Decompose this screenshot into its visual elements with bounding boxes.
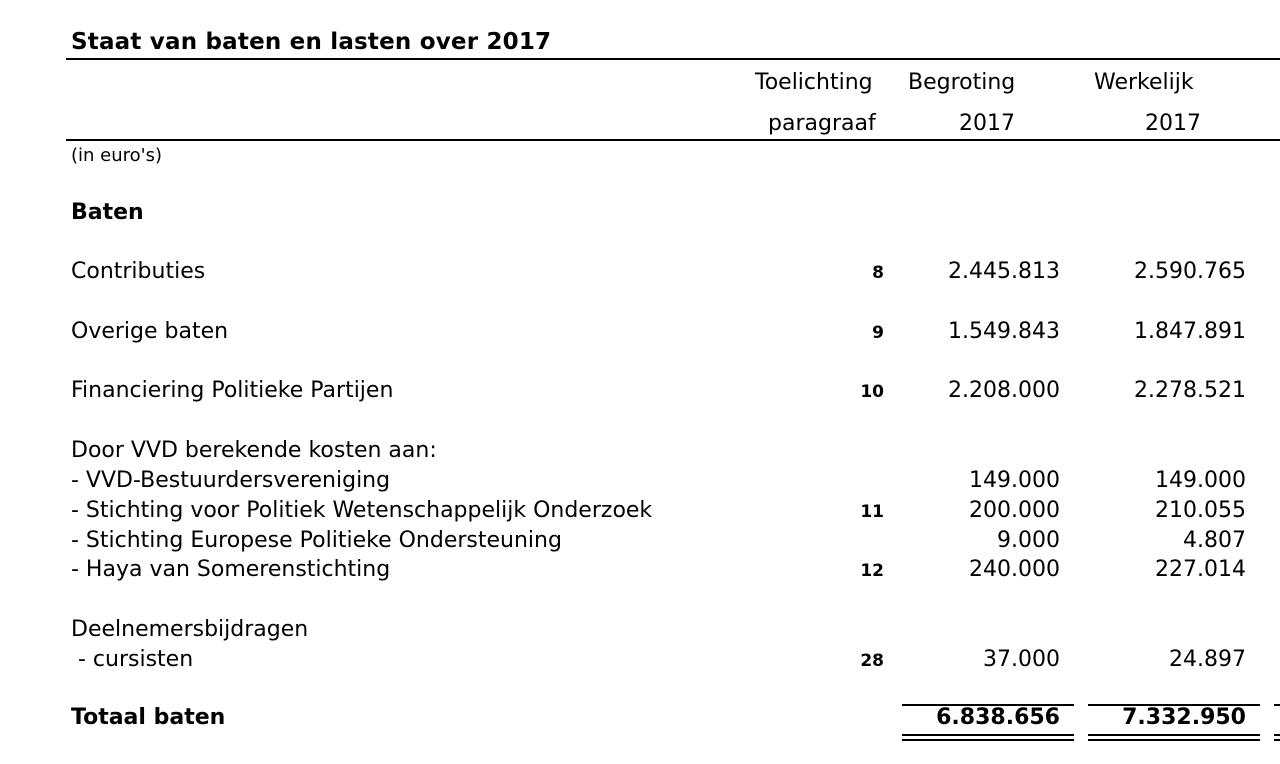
row-actual: 24.897 bbox=[1169, 647, 1246, 672]
row-budget: 9.000 bbox=[997, 528, 1060, 553]
row-note: 11 bbox=[860, 502, 884, 522]
row-label: Overige baten bbox=[71, 319, 229, 344]
row-note: 28 bbox=[860, 651, 884, 671]
row-note: 9 bbox=[872, 323, 884, 343]
row-budget: 240.000 bbox=[969, 557, 1060, 582]
total-double-rule-extra-2 bbox=[1274, 739, 1280, 741]
row-budget: 2.445.813 bbox=[948, 259, 1060, 284]
total-double-rule-extra-1 bbox=[1274, 734, 1280, 736]
row-budget: 2.208.000 bbox=[948, 378, 1060, 403]
header-actual-line1: Werkelijk bbox=[1094, 70, 1194, 95]
row-label: Door VVD berekende kosten aan: bbox=[71, 438, 437, 463]
header-budget-line2: 2017 bbox=[959, 111, 1015, 136]
row-actual: 2.590.765 bbox=[1134, 259, 1246, 284]
section-title: Baten bbox=[71, 200, 144, 225]
total-budget: 6.838.656 bbox=[936, 705, 1060, 730]
row-budget: 200.000 bbox=[969, 498, 1060, 523]
total-double-rule-actual-2 bbox=[1088, 739, 1260, 741]
row-note: 12 bbox=[860, 561, 884, 581]
row-label: - cursisten bbox=[71, 647, 194, 672]
total-label: Totaal baten bbox=[71, 705, 226, 730]
row-budget: 37.000 bbox=[983, 647, 1060, 672]
row-note: 10 bbox=[860, 382, 884, 402]
row-actual: 1.847.891 bbox=[1134, 319, 1246, 344]
header-actual-line2: 2017 bbox=[1145, 111, 1201, 136]
total-double-rule-actual-1 bbox=[1088, 734, 1260, 736]
row-actual: 2.278.521 bbox=[1134, 378, 1246, 403]
header-rule bbox=[66, 139, 1280, 141]
row-actual: 227.014 bbox=[1155, 557, 1246, 582]
row-actual: 149.000 bbox=[1155, 468, 1246, 493]
total-top-rule-extra bbox=[1274, 704, 1280, 706]
row-actual: 4.807 bbox=[1183, 528, 1246, 553]
row-label: - Stichting Europese Politieke Ondersteuning bbox=[71, 528, 562, 553]
row-actual: 210.055 bbox=[1155, 498, 1246, 523]
row-label: - Stichting voor Politiek Wetenschappelijk Onderzoek bbox=[71, 498, 653, 523]
unit-label: (in euro's) bbox=[71, 145, 163, 166]
row-label: - Haya van Somerenstichting bbox=[71, 557, 391, 582]
row-label: Contributies bbox=[71, 259, 206, 284]
total-actual: 7.332.950 bbox=[1122, 705, 1246, 730]
header-budget-line1: Begroting bbox=[908, 70, 1016, 95]
header-note-line1: Toelichting bbox=[755, 70, 873, 95]
header-note-line2: paragraaf bbox=[768, 111, 876, 136]
title-rule bbox=[66, 58, 1280, 60]
row-note: 8 bbox=[872, 263, 884, 283]
page-title: Staat van baten en lasten over 2017 bbox=[71, 29, 552, 55]
row-budget: 1.549.843 bbox=[948, 319, 1060, 344]
total-double-rule-budget-1 bbox=[902, 734, 1074, 736]
row-label: Deelnemersbijdragen bbox=[71, 617, 309, 642]
row-label: Financiering Politieke Partijen bbox=[71, 378, 394, 403]
row-label: - VVD-Bestuurdersvereniging bbox=[71, 468, 391, 493]
row-budget: 149.000 bbox=[969, 468, 1060, 493]
total-double-rule-budget-2 bbox=[902, 739, 1074, 741]
